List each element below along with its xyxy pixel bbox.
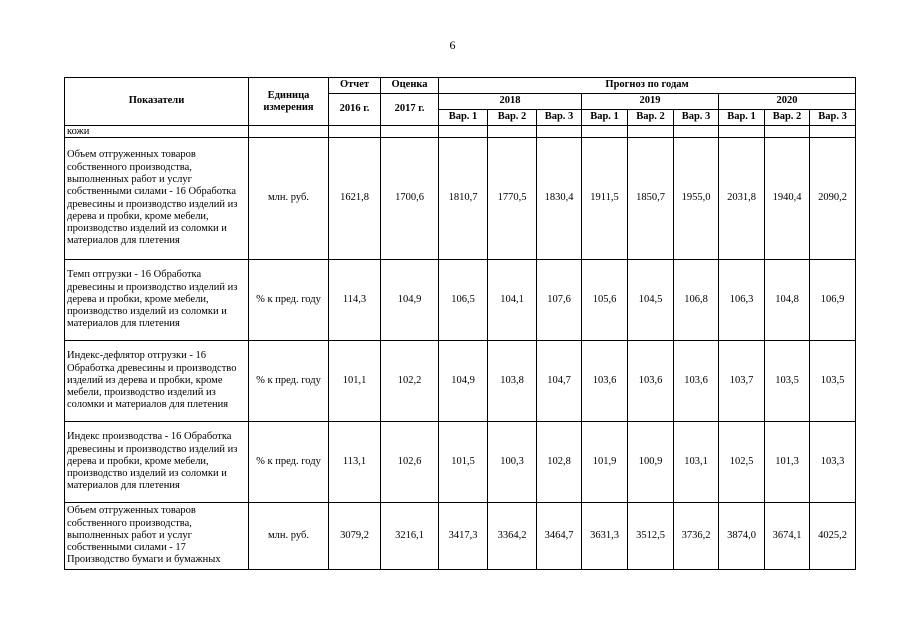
header-variant: Вар. 1 xyxy=(439,110,488,126)
header-report-year: 2016 г. xyxy=(329,94,381,126)
cell-value: 104,1 xyxy=(488,260,537,341)
cell-value: 3079,2 xyxy=(329,503,381,570)
cell-value: 106,9 xyxy=(810,260,856,341)
row-unit: % к пред. году xyxy=(249,341,329,422)
cell-value: 1770,5 xyxy=(488,138,537,260)
row-name: Индекс-дефлятор отгрузки - 16 Обработка древесины и производство изделий из дерева и пробки, кроме мебели, производство изделий из соломки и материалов для плетения xyxy=(65,341,249,422)
cell-value: 3874,0 xyxy=(719,503,765,570)
header-year-2019: 2019 xyxy=(582,94,719,110)
cell-value: 105,6 xyxy=(582,260,628,341)
row-name: Индекс производства - 16 Обработка древесины и производство изделий из дерева и пробки, кроме мебели, производство изделий из соломки и материалов для плетения xyxy=(65,422,249,503)
cell-value: 107,6 xyxy=(537,260,582,341)
cell-value: 102,8 xyxy=(537,422,582,503)
cell-value: 101,5 xyxy=(439,422,488,503)
cell-value: 3364,2 xyxy=(488,503,537,570)
table-row xyxy=(65,260,856,341)
header-variant: Вар. 2 xyxy=(488,110,537,126)
cell-value: 3631,3 xyxy=(582,503,628,570)
cell-value: 3417,3 xyxy=(439,503,488,570)
header-variant: Вар. 2 xyxy=(765,110,810,126)
cell-value: 4025,2 xyxy=(810,503,856,570)
header-estimate: Оценка xyxy=(381,78,439,94)
cell-value: 103,6 xyxy=(628,341,674,422)
cell-value: 102,5 xyxy=(719,422,765,503)
cell-value: 101,1 xyxy=(329,341,381,422)
cell-value: 103,5 xyxy=(810,341,856,422)
cell-value: 1940,4 xyxy=(765,138,810,260)
empty-cell xyxy=(719,126,765,138)
cell-value: 106,5 xyxy=(439,260,488,341)
empty-cell xyxy=(329,126,381,138)
table-row xyxy=(65,138,856,260)
header-unit xyxy=(249,78,329,126)
empty-cell xyxy=(765,126,810,138)
row-name: Темп отгрузки - 16 Обработка древесины и производство изделий из дерева и пробки, кроме мебели, производство изделий из соломки и материалов для плетения xyxy=(65,260,249,341)
cell-value: 103,7 xyxy=(719,341,765,422)
header-variant: Вар. 1 xyxy=(719,110,765,126)
empty-cell xyxy=(810,126,856,138)
table-row xyxy=(65,341,856,422)
empty-cell xyxy=(249,126,329,138)
cell-value: 104,5 xyxy=(628,260,674,341)
cell-value: 100,3 xyxy=(488,422,537,503)
header-variant: Вар. 3 xyxy=(810,110,856,126)
cell-value: 1911,5 xyxy=(582,138,628,260)
empty-cell xyxy=(537,126,582,138)
cell-value: 103,5 xyxy=(765,341,810,422)
cell-value: 1621,8 xyxy=(329,138,381,260)
header-forecast: Прогноз по годам xyxy=(439,78,856,94)
cell-value: 1700,6 xyxy=(381,138,439,260)
cell-value: 2090,2 xyxy=(810,138,856,260)
cell-value: 3674,1 xyxy=(765,503,810,570)
header-indicators: Показатели xyxy=(65,78,249,126)
cell-value: 1810,7 xyxy=(439,138,488,260)
empty-cell xyxy=(381,126,439,138)
header-estimate-year: 2017 г. xyxy=(381,94,439,126)
cell-value: 101,9 xyxy=(582,422,628,503)
empty-cell xyxy=(628,126,674,138)
empty-cell xyxy=(488,126,537,138)
cell-value: 106,8 xyxy=(674,260,719,341)
page-number: 6 xyxy=(449,38,456,52)
table-row xyxy=(65,503,856,570)
cell-value: 103,8 xyxy=(488,341,537,422)
cell-value: 102,6 xyxy=(381,422,439,503)
cell-value: 100,9 xyxy=(628,422,674,503)
cell-value: 103,3 xyxy=(810,422,856,503)
row-unit: млн. руб. xyxy=(249,503,329,570)
header-year-2018: 2018 xyxy=(439,94,582,110)
empty-cell xyxy=(582,126,628,138)
row-unit: % к пред. году xyxy=(249,422,329,503)
header-report: Отчет xyxy=(329,78,381,94)
cell-value: 103,6 xyxy=(674,341,719,422)
row-name-text: Объем отгруженных товаров собственного производства, выполненных работ и услуг собственными силами - 17 Производство бумаги и бумажных xyxy=(67,505,221,566)
row-name xyxy=(65,503,249,570)
cell-value: 1955,0 xyxy=(674,138,719,260)
table-row xyxy=(65,422,856,503)
cell-value: 3736,2 xyxy=(674,503,719,570)
cell-value: 103,1 xyxy=(674,422,719,503)
cell-value: 3512,5 xyxy=(628,503,674,570)
empty-cell xyxy=(674,126,719,138)
header-variant: Вар. 3 xyxy=(674,110,719,126)
row-name: Объем отгруженных товаров собственного производства, выполненных работ и услуг собственными силами - 16 Обработка древесины и производство изделий из дерева и пробки, кроме мебели, производство изделий из соломки и материалов для плетения xyxy=(65,138,249,260)
header-year-2020: 2020 xyxy=(719,94,856,110)
cell-value: 103,6 xyxy=(582,341,628,422)
cell-value: 2031,8 xyxy=(719,138,765,260)
header-variant: Вар. 3 xyxy=(537,110,582,126)
row-unit: млн. руб. xyxy=(249,138,329,260)
header-unit-label: Единица измерения xyxy=(263,89,314,113)
cell-value: 106,3 xyxy=(719,260,765,341)
cell-value: 102,2 xyxy=(381,341,439,422)
forecast-table xyxy=(64,77,856,570)
cell-value: 1830,4 xyxy=(537,138,582,260)
row-name-continuation: кожи xyxy=(65,126,249,138)
table-row-continuation xyxy=(65,126,856,138)
cell-value: 101,3 xyxy=(765,422,810,503)
cell-value: 3216,1 xyxy=(381,503,439,570)
cell-value: 114,3 xyxy=(329,260,381,341)
cell-value: 113,1 xyxy=(329,422,381,503)
cell-value: 104,7 xyxy=(537,341,582,422)
empty-cell xyxy=(439,126,488,138)
row-unit: % к пред. году xyxy=(249,260,329,341)
cell-value: 104,9 xyxy=(381,260,439,341)
cell-value: 104,9 xyxy=(439,341,488,422)
header-variant: Вар. 1 xyxy=(582,110,628,126)
cell-value: 1850,7 xyxy=(628,138,674,260)
cell-value: 104,8 xyxy=(765,260,810,341)
header-variant: Вар. 2 xyxy=(628,110,674,126)
cell-value: 3464,7 xyxy=(537,503,582,570)
